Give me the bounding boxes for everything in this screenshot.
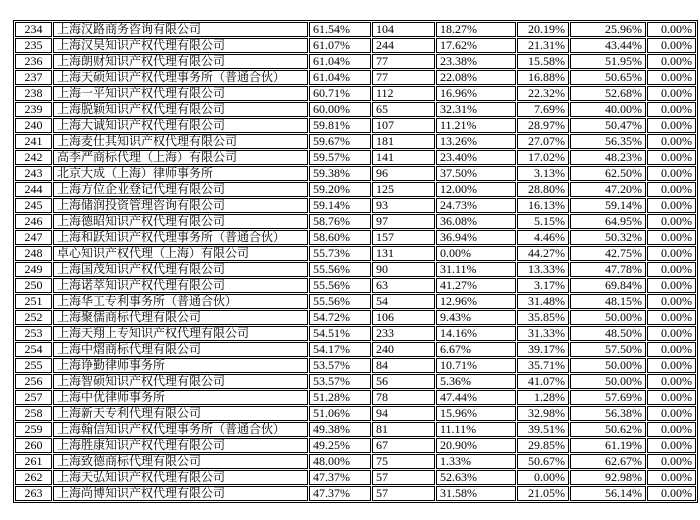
rate-4-cell: 59.14% — [570, 198, 646, 213]
rate-1-cell: 55.73% — [309, 246, 371, 261]
row-number-cell: 257 — [15, 390, 52, 405]
rate-2-cell: 5.36% — [436, 374, 516, 389]
row-number-cell: 258 — [15, 406, 52, 421]
company-name-cell: 上海聚儒商标代理有限公司 — [53, 310, 308, 325]
rate-5-cell: 0.00% — [647, 38, 696, 53]
table-row — [15, 390, 696, 405]
rate-4-cell: 64.95% — [570, 214, 646, 229]
rate-2-cell: 31.58% — [436, 486, 516, 501]
company-name-cell: 上海翰信知识产权代理事务所（普通合伙） — [53, 422, 308, 437]
table-row — [15, 422, 696, 437]
table-row — [15, 278, 696, 293]
rate-4-cell: 50.47% — [570, 118, 646, 133]
count-cell: 112 — [372, 86, 435, 101]
rate-5-cell: 0.00% — [647, 374, 696, 389]
rate-5-cell: 0.00% — [647, 166, 696, 181]
company-name-cell: 上海天硕知识产权代理事务所（普通合伙） — [53, 70, 308, 85]
table-row — [15, 358, 696, 373]
rate-3-cell: 15.58% — [517, 54, 569, 69]
rate-3-cell: 7.69% — [517, 102, 569, 117]
rate-3-cell: 39.17% — [517, 342, 569, 357]
company-name-cell: 上海大诚知识产权代理有限公司 — [53, 118, 308, 133]
rate-1-cell: 58.76% — [309, 214, 371, 229]
company-name-cell: 上海智硕知识产权代理有限公司 — [53, 374, 308, 389]
table-row — [15, 374, 696, 389]
rate-4-cell: 25.96% — [570, 22, 646, 37]
rate-2-cell: 0.00% — [436, 246, 516, 261]
table-row — [15, 118, 696, 133]
rate-1-cell: 59.81% — [309, 118, 371, 133]
count-cell: 57 — [372, 470, 435, 485]
rate-1-cell: 55.56% — [309, 294, 371, 309]
row-number-cell: 248 — [15, 246, 52, 261]
rate-2-cell: 9.43% — [436, 310, 516, 325]
table-row — [15, 102, 696, 117]
rate-4-cell: 56.38% — [570, 406, 646, 421]
row-number-cell: 241 — [15, 134, 52, 149]
rate-3-cell: 35.85% — [517, 310, 569, 325]
count-cell: 67 — [372, 438, 435, 453]
rate-1-cell: 54.51% — [309, 326, 371, 341]
table-row — [15, 486, 696, 501]
row-number-cell: 252 — [15, 310, 52, 325]
row-number-cell: 234 — [15, 22, 52, 37]
rate-3-cell: 4.46% — [517, 230, 569, 245]
rate-5-cell: 0.00% — [647, 102, 696, 117]
table-row — [15, 150, 696, 165]
row-number-cell: 261 — [15, 454, 52, 469]
rate-4-cell: 42.75% — [570, 246, 646, 261]
rate-3-cell: 32.98% — [517, 406, 569, 421]
rate-5-cell: 0.00% — [647, 22, 696, 37]
company-name-cell: 上海脱颖知识产权代理有限公司 — [53, 102, 308, 117]
table-row — [15, 454, 696, 469]
table-row — [15, 38, 696, 53]
rate-5-cell: 0.00% — [647, 230, 696, 245]
rate-2-cell: 37.50% — [436, 166, 516, 181]
rate-1-cell: 55.56% — [309, 262, 371, 277]
count-cell: 90 — [372, 262, 435, 277]
rate-4-cell: 51.95% — [570, 54, 646, 69]
rate-4-cell: 62.50% — [570, 166, 646, 181]
count-cell: 125 — [372, 182, 435, 197]
table-row — [15, 70, 696, 85]
rate-2-cell: 15.96% — [436, 406, 516, 421]
row-number-cell: 255 — [15, 358, 52, 373]
rate-1-cell: 58.60% — [309, 230, 371, 245]
rate-4-cell: 56.35% — [570, 134, 646, 149]
company-name-cell: 上海和跃知识产权代理事务所（普通合伙） — [53, 230, 308, 245]
rate-3-cell: 1.28% — [517, 390, 569, 405]
rate-4-cell: 92.98% — [570, 470, 646, 485]
rate-1-cell: 61.07% — [309, 38, 371, 53]
rate-4-cell: 57.50% — [570, 342, 646, 357]
count-cell: 96 — [372, 166, 435, 181]
rate-5-cell: 0.00% — [647, 310, 696, 325]
rate-5-cell: 0.00% — [647, 150, 696, 165]
company-name-cell: 上海方位企业登记代理有限公司 — [53, 182, 308, 197]
rate-3-cell: 35.71% — [517, 358, 569, 373]
row-number-cell: 242 — [15, 150, 52, 165]
rate-4-cell: 40.00% — [570, 102, 646, 117]
rate-5-cell: 0.00% — [647, 70, 696, 85]
count-cell: 94 — [372, 406, 435, 421]
table-row — [15, 470, 696, 485]
rate-5-cell: 0.00% — [647, 86, 696, 101]
rate-1-cell: 59.20% — [309, 182, 371, 197]
company-name-cell: 上海华工专利事务所（普通合伙） — [53, 294, 308, 309]
rate-3-cell: 0.00% — [517, 470, 569, 485]
count-cell: 97 — [372, 214, 435, 229]
rate-3-cell: 31.33% — [517, 326, 569, 341]
count-cell: 104 — [372, 22, 435, 37]
count-cell: 75 — [372, 454, 435, 469]
rate-1-cell: 60.71% — [309, 86, 371, 101]
row-number-cell: 250 — [15, 278, 52, 293]
rate-3-cell: 50.67% — [517, 454, 569, 469]
company-name-cell: 上海新天专利代理有限公司 — [53, 406, 308, 421]
rate-3-cell: 22.32% — [517, 86, 569, 101]
rate-2-cell: 23.40% — [436, 150, 516, 165]
rate-3-cell: 21.31% — [517, 38, 569, 53]
table-row — [15, 406, 696, 421]
rate-4-cell: 52.68% — [570, 86, 646, 101]
rate-4-cell: 48.15% — [570, 294, 646, 309]
rate-2-cell: 16.96% — [436, 86, 516, 101]
rate-5-cell: 0.00% — [647, 262, 696, 277]
count-cell: 93 — [372, 198, 435, 213]
rate-1-cell: 61.54% — [309, 22, 371, 37]
count-cell: 141 — [372, 150, 435, 165]
count-cell: 240 — [372, 342, 435, 357]
count-cell: 107 — [372, 118, 435, 133]
rate-4-cell: 62.67% — [570, 454, 646, 469]
rate-1-cell: 59.67% — [309, 134, 371, 149]
row-number-cell: 239 — [15, 102, 52, 117]
rate-2-cell: 36.08% — [436, 214, 516, 229]
rate-1-cell: 51.06% — [309, 406, 371, 421]
row-number-cell: 236 — [15, 54, 52, 69]
count-cell: 65 — [372, 102, 435, 117]
rate-5-cell: 0.00% — [647, 326, 696, 341]
rate-4-cell: 61.19% — [570, 438, 646, 453]
company-name-cell: 上海中优律师事务所 — [53, 390, 308, 405]
table-row — [15, 54, 696, 69]
rate-2-cell: 6.67% — [436, 342, 516, 357]
count-cell: 54 — [372, 294, 435, 309]
table-row — [15, 246, 696, 261]
rate-5-cell: 0.00% — [647, 182, 696, 197]
rate-3-cell: 3.13% — [517, 166, 569, 181]
count-cell: 106 — [372, 310, 435, 325]
rate-3-cell: 44.27% — [517, 246, 569, 261]
rate-2-cell: 14.16% — [436, 326, 516, 341]
rate-5-cell: 0.00% — [647, 358, 696, 373]
company-name-cell: 上海尚博知识产权代理有限公司 — [53, 486, 308, 501]
rate-1-cell: 59.14% — [309, 198, 371, 213]
rate-5-cell: 0.00% — [647, 294, 696, 309]
rate-5-cell: 0.00% — [647, 118, 696, 133]
company-name-cell: 上海朗财知识产权代理有限公司 — [53, 54, 308, 69]
company-name-cell: 上海汉昊知识产权代理有限公司 — [53, 38, 308, 53]
rate-2-cell: 10.71% — [436, 358, 516, 373]
rate-5-cell: 0.00% — [647, 422, 696, 437]
rate-3-cell: 5.15% — [517, 214, 569, 229]
rate-3-cell: 16.88% — [517, 70, 569, 85]
company-name-cell: 上海胜康知识产权代理有限公司 — [53, 438, 308, 453]
count-cell: 233 — [372, 326, 435, 341]
count-cell: 57 — [372, 486, 435, 501]
row-number-cell: 262 — [15, 470, 52, 485]
table-row — [15, 262, 696, 277]
rate-1-cell: 60.00% — [309, 102, 371, 117]
rate-2-cell: 20.90% — [436, 438, 516, 453]
rate-1-cell: 47.37% — [309, 486, 371, 501]
company-name-cell: 上海天翔上专知识产权代理有限公司 — [53, 326, 308, 341]
table-row — [15, 86, 696, 101]
rate-5-cell: 0.00% — [647, 134, 696, 149]
rate-5-cell: 0.00% — [647, 454, 696, 469]
rate-4-cell: 48.23% — [570, 150, 646, 165]
agency-ranking-table — [13, 20, 698, 503]
table-body — [15, 22, 696, 501]
row-number-cell: 253 — [15, 326, 52, 341]
count-cell: 78 — [372, 390, 435, 405]
row-number-cell: 259 — [15, 422, 52, 437]
table-row — [15, 294, 696, 309]
rate-1-cell: 55.56% — [309, 278, 371, 293]
rate-4-cell: 50.62% — [570, 422, 646, 437]
table-row — [15, 134, 696, 149]
rate-5-cell: 0.00% — [647, 486, 696, 501]
rate-4-cell: 50.00% — [570, 374, 646, 389]
count-cell: 157 — [372, 230, 435, 245]
rate-2-cell: 1.33% — [436, 454, 516, 469]
rate-1-cell: 54.17% — [309, 342, 371, 357]
company-name-cell: 上海汉路商务咨询有限公司 — [53, 22, 308, 37]
rate-4-cell: 50.00% — [570, 310, 646, 325]
table-row — [15, 438, 696, 453]
rate-2-cell: 36.94% — [436, 230, 516, 245]
rate-3-cell: 17.02% — [517, 150, 569, 165]
rate-4-cell: 69.84% — [570, 278, 646, 293]
company-name-cell: 上海麦仕其知识产权代理有限公司 — [53, 134, 308, 149]
company-name-cell: 上海致德商标代理有限公司 — [53, 454, 308, 469]
rate-1-cell: 59.57% — [309, 150, 371, 165]
rate-3-cell: 27.07% — [517, 134, 569, 149]
rate-1-cell: 49.25% — [309, 438, 371, 453]
rate-3-cell: 39.51% — [517, 422, 569, 437]
rate-2-cell: 32.31% — [436, 102, 516, 117]
count-cell: 81 — [372, 422, 435, 437]
row-number-cell: 243 — [15, 166, 52, 181]
rate-3-cell: 3.17% — [517, 278, 569, 293]
table-row — [15, 342, 696, 357]
rate-1-cell: 53.57% — [309, 374, 371, 389]
rate-1-cell: 51.28% — [309, 390, 371, 405]
table-row — [15, 198, 696, 213]
row-number-cell: 247 — [15, 230, 52, 245]
rate-1-cell: 48.00% — [309, 454, 371, 469]
rate-1-cell: 49.38% — [309, 422, 371, 437]
rate-1-cell: 61.04% — [309, 70, 371, 85]
table-row — [15, 326, 696, 341]
company-name-cell: 上海中熠商标代理有限公司 — [53, 342, 308, 357]
rate-3-cell: 41.07% — [517, 374, 569, 389]
row-number-cell: 235 — [15, 38, 52, 53]
count-cell: 244 — [372, 38, 435, 53]
rate-5-cell: 0.00% — [647, 438, 696, 453]
table-row — [15, 230, 696, 245]
rate-5-cell: 0.00% — [647, 54, 696, 69]
rate-2-cell: 41.27% — [436, 278, 516, 293]
table-row — [15, 22, 696, 37]
row-number-cell: 263 — [15, 486, 52, 501]
company-name-cell: 上海储润投资管理咨询有限公司 — [53, 198, 308, 213]
rate-3-cell: 28.97% — [517, 118, 569, 133]
rate-3-cell: 31.48% — [517, 294, 569, 309]
rate-3-cell: 21.05% — [517, 486, 569, 501]
rate-1-cell: 53.57% — [309, 358, 371, 373]
rate-2-cell: 23.38% — [436, 54, 516, 69]
rate-2-cell: 11.11% — [436, 422, 516, 437]
count-cell: 77 — [372, 70, 435, 85]
rate-2-cell: 47.44% — [436, 390, 516, 405]
table-row — [15, 182, 696, 197]
row-number-cell: 251 — [15, 294, 52, 309]
rate-5-cell: 0.00% — [647, 246, 696, 261]
company-name-cell: 上海国茂知识产权代理有限公司 — [53, 262, 308, 277]
rate-1-cell: 54.72% — [309, 310, 371, 325]
count-cell: 84 — [372, 358, 435, 373]
rate-2-cell: 12.00% — [436, 182, 516, 197]
rate-4-cell: 48.50% — [570, 326, 646, 341]
company-name-cell: 高李严商标代理（上海）有限公司 — [53, 150, 308, 165]
rate-4-cell: 57.69% — [570, 390, 646, 405]
rate-4-cell: 50.32% — [570, 230, 646, 245]
rate-4-cell: 50.00% — [570, 358, 646, 373]
row-number-cell: 245 — [15, 198, 52, 213]
row-number-cell: 249 — [15, 262, 52, 277]
rate-2-cell: 12.96% — [436, 294, 516, 309]
company-name-cell: 上海诺萃知识产权代理有限公司 — [53, 278, 308, 293]
rate-4-cell: 50.65% — [570, 70, 646, 85]
row-number-cell: 260 — [15, 438, 52, 453]
company-name-cell: 上海诤勤律师事务所 — [53, 358, 308, 373]
rate-3-cell: 13.33% — [517, 262, 569, 277]
count-cell: 131 — [372, 246, 435, 261]
rate-3-cell: 20.19% — [517, 22, 569, 37]
row-number-cell: 244 — [15, 182, 52, 197]
rate-3-cell: 16.13% — [517, 198, 569, 213]
rate-2-cell: 22.08% — [436, 70, 516, 85]
row-number-cell: 246 — [15, 214, 52, 229]
rate-5-cell: 0.00% — [647, 214, 696, 229]
rate-4-cell: 43.44% — [570, 38, 646, 53]
company-name-cell: 北京大成（上海）律师事务所 — [53, 166, 308, 181]
rate-2-cell: 18.27% — [436, 22, 516, 37]
rate-5-cell: 0.00% — [647, 470, 696, 485]
row-number-cell: 237 — [15, 70, 52, 85]
rate-4-cell: 56.14% — [570, 486, 646, 501]
count-cell: 56 — [372, 374, 435, 389]
rate-4-cell: 47.78% — [570, 262, 646, 277]
rate-5-cell: 0.00% — [647, 342, 696, 357]
row-number-cell: 256 — [15, 374, 52, 389]
rate-5-cell: 0.00% — [647, 198, 696, 213]
rate-1-cell: 61.04% — [309, 54, 371, 69]
rate-1-cell: 59.38% — [309, 166, 371, 181]
company-name-cell: 上海天弘知识产权代理有限公司 — [53, 470, 308, 485]
table-row — [15, 214, 696, 229]
row-number-cell: 240 — [15, 118, 52, 133]
rate-5-cell: 0.00% — [647, 406, 696, 421]
rate-2-cell: 13.26% — [436, 134, 516, 149]
rate-3-cell: 29.85% — [517, 438, 569, 453]
count-cell: 77 — [372, 54, 435, 69]
rate-5-cell: 0.00% — [647, 390, 696, 405]
company-name-cell: 上海德昭知识产权代理有限公司 — [53, 214, 308, 229]
row-number-cell: 254 — [15, 342, 52, 357]
rate-2-cell: 52.63% — [436, 470, 516, 485]
company-name-cell: 上海一平知识产权代理有限公司 — [53, 86, 308, 101]
row-number-cell: 238 — [15, 86, 52, 101]
rate-2-cell: 11.21% — [436, 118, 516, 133]
rate-3-cell: 28.80% — [517, 182, 569, 197]
rate-2-cell: 24.73% — [436, 198, 516, 213]
table-row — [15, 166, 696, 181]
rate-5-cell: 0.00% — [647, 278, 696, 293]
rate-1-cell: 47.37% — [309, 470, 371, 485]
rate-2-cell: 17.62% — [436, 38, 516, 53]
rate-2-cell: 31.11% — [436, 262, 516, 277]
count-cell: 63 — [372, 278, 435, 293]
table-row — [15, 310, 696, 325]
count-cell: 181 — [372, 134, 435, 149]
company-name-cell: 卓心知识产权代理（上海）有限公司 — [53, 246, 308, 261]
rate-4-cell: 47.20% — [570, 182, 646, 197]
